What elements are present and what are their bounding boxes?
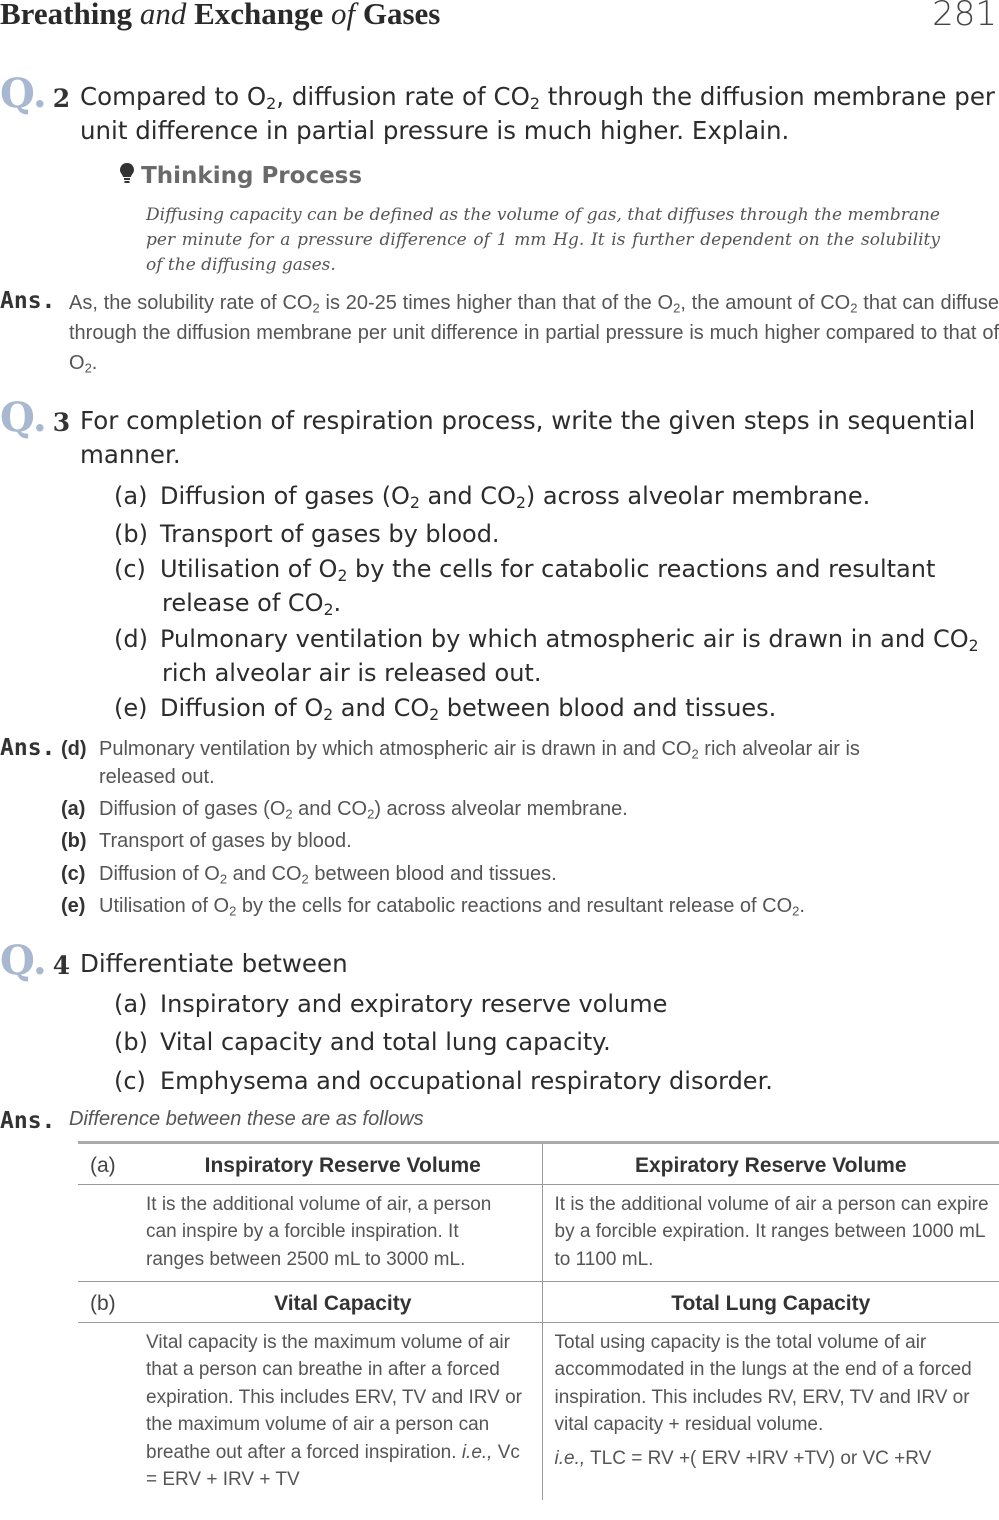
question-4-text: Differentiate between xyxy=(80,949,348,978)
row-b-cell-2: Total using capacity is the total volume of air accommodated in the lungs at the end of a forced inspiration. This includes RV, ERV, TV and IRV or vital capacity + residual volume. i.e., TLC = RV +( ERV +IRV +TV) or VC +RV xyxy=(542,1322,999,1500)
row-b-label: (b) xyxy=(90,1292,116,1315)
answer-4-intro: Difference between these are as follows xyxy=(69,1108,424,1130)
q4-option-c: (c) Emphysema and occupational respiratory disorder. xyxy=(114,1067,773,1095)
answer-3-item-b: (b) Transport of gases by blood. xyxy=(61,830,352,852)
table-row xyxy=(78,1184,999,1282)
q3-option-d: (d) Pulmonary ventilation by which atmospheric air is drawn in and $CO_2$ rich alveolar air is released out. xyxy=(114,625,979,687)
page-number: 281 xyxy=(932,0,997,34)
question-2-marker: Q. 2 xyxy=(0,70,71,117)
question-4-marker: Q. 4 xyxy=(0,937,71,984)
thinking-process-text: Diffusing capacity can be defined as the volume of gas, that diffuses through the membrane per minute for a pressure difference of 1 mm Hg. It is further dependent on the solubility of the diffusing gases. xyxy=(146,205,940,275)
question-3-text: For completion of respiration process, write the given steps in sequential manner. xyxy=(80,406,976,469)
answer-3-item-d: (d) Pulmonary ventilation by which atmospheric air is drawn in and $CO_2$ rich alveolar air is released out. xyxy=(61,738,860,788)
row-b-header-2: Total Lung Capacity xyxy=(542,1282,999,1323)
row-a-header-1: Inspiratory Reserve Volume xyxy=(204,1154,481,1177)
answer-3-label: Ans. xyxy=(0,735,56,761)
answer-3-item-e: (e) Utilisation of $O_2$ by the cells for catabolic reactions and resultant release of $CO_2$. xyxy=(61,895,805,919)
q3-option-b: (b) Transport of gases by blood. xyxy=(114,520,500,548)
answer-3-item-c: (c) Diffusion of $O_2$ and $CO_2$ between blood and tissues. xyxy=(61,863,557,887)
thinking-process-heading: Thinking Process xyxy=(118,162,362,189)
row-a-label: (a) xyxy=(90,1154,116,1177)
answer-3-item-a: (a) Diffusion of gases ($O_2$ and $CO_2$) across alveolar membrane. xyxy=(61,798,628,822)
q4-option-a: (a) Inspiratory and expiratory reserve volume xyxy=(114,990,668,1018)
row-a-header-2: Expiratory Reserve Volume xyxy=(542,1143,999,1185)
table-row xyxy=(78,1143,999,1185)
answer-4-label: Ans. xyxy=(0,1108,56,1134)
q4-option-b: (b) Vital capacity and total lung capacity. xyxy=(114,1028,611,1056)
q3-option-e: (e) Diffusion of $O_2$ and $CO_2$ between blood and tissues. xyxy=(114,694,777,724)
row-b-cell-1: Vital capacity is the maximum volume of air that a person can breathe in after a forced expiration. This includes ERV, TV and IRV or the maximum volume of air a person can breathe out after a forced inspiration. i.e., Vc = ERV + IRV + TV xyxy=(146,1331,522,1490)
question-3-marker: Q. 3 xyxy=(0,394,71,441)
row-a-cell-2: It is the additional volume of air a person can expire by a forcible expiration. It ranges between 1000 mL to 1100 mL. xyxy=(542,1184,999,1282)
table-row xyxy=(78,1322,999,1500)
q3-option-a: (a) Diffusion of gases ($O_2$ and $CO_2$) across alveolar membrane. xyxy=(114,482,871,512)
row-b-header-1: Vital Capacity xyxy=(274,1292,412,1315)
lightbulb-icon xyxy=(118,162,136,186)
difference-table xyxy=(78,1141,999,1500)
q3-option-c: (c) Utilisation of $O_2$ by the cells for catabolic reactions and resultant release of $CO_2$. xyxy=(114,555,936,619)
answer-2-text: As, the solubility rate of $CO_2$ is 20-25 times higher than that of the $O_2$, the amount of $CO_2$ that can diffuse through the diffusion membrane per unit difference in partial pressure is much higher compared to that of $O_2$. xyxy=(69,292,999,376)
row-a-cell-1: It is the additional volume of air, a person can inspire by a forcible inspiration. It ranges between 2500 mL to 3000 mL. xyxy=(146,1193,492,1270)
chapter-title: Breathing and Exchange of Gases xyxy=(0,0,441,31)
table-row xyxy=(78,1282,999,1323)
question-2-text: Compared to $O_2$, diffusion rate of $CO_2$ through the diffusion membrane per unit difference in partial pressure is much higher. Explain. xyxy=(80,82,995,145)
answer-2-label: Ans. xyxy=(0,288,56,314)
